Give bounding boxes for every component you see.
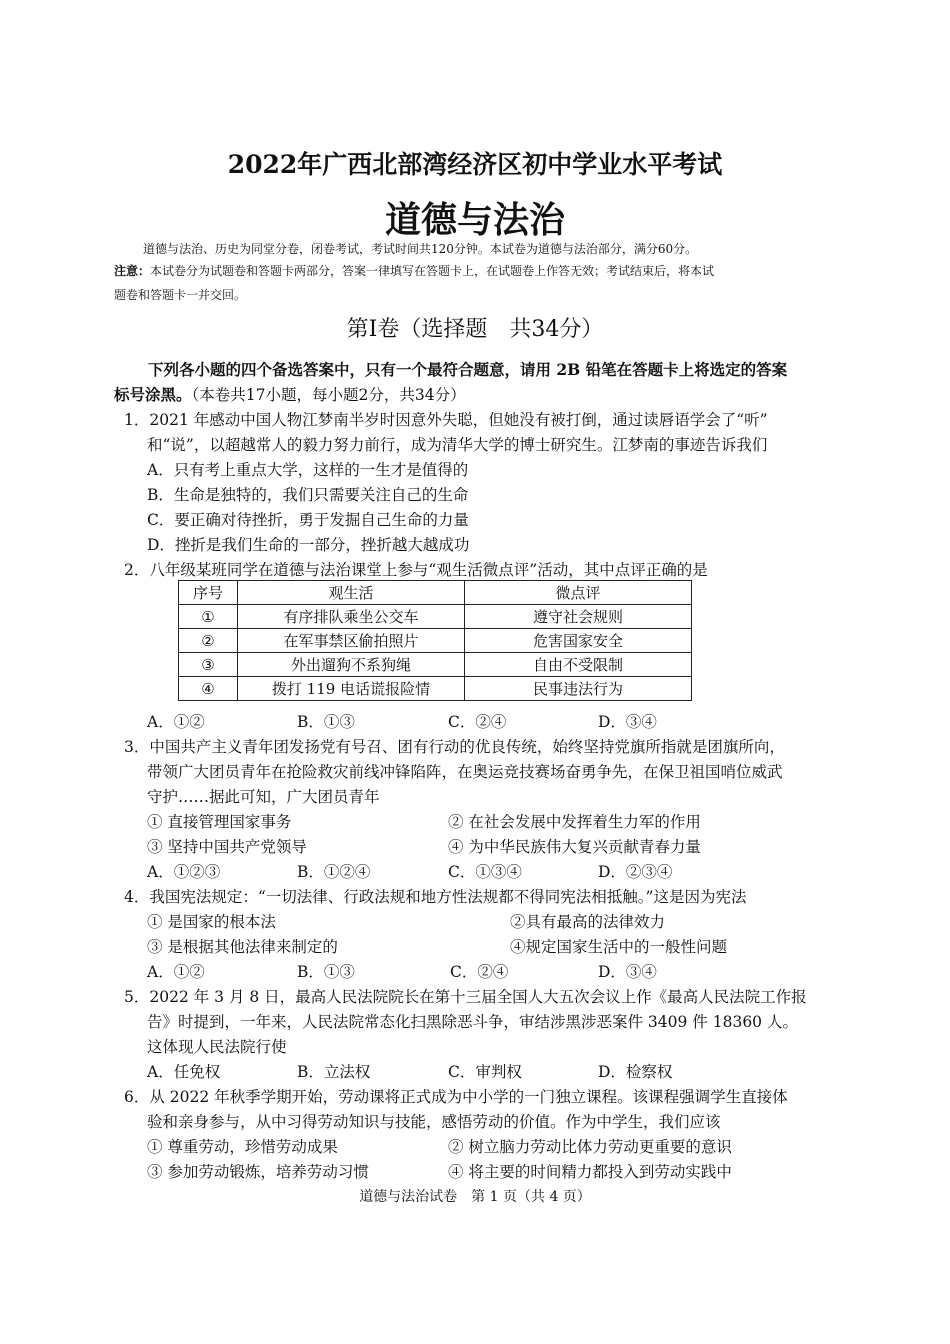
q2-option-c: C．②④ [448,713,507,731]
table-cell: 民事违法行为 [465,677,692,701]
q2-table [178,580,692,701]
q6-statement-1: ① 尊重劳动，珍惜劳动成果 [147,1138,338,1156]
q1-option-c: C．要正确对待挫折，勇于发掘自己生命的力量 [147,511,469,529]
exam-info-line: 道德与法治、历史为同堂分卷，闭卷考试，考试时间共120分钟。本试卷为道德与法治部分，满分60分。 [143,242,698,256]
table-cell: ④ [179,677,238,701]
q1-stem-line-1: 1．2021 年感动中国人物江梦南半岁时因意外失聪，但她没有被打倒，通过读唇语学会了“听” [124,411,768,429]
table-cell: 拨打 119 电话谎报险情 [238,677,465,701]
q3-stem-line-1: 3．中国共产主义青年团发扬党有号召、团有行动的优良传统，始终坚持党旗所指就是团旗所向， [124,738,785,756]
q5-option-b: B．立法权 [297,1063,371,1081]
subject-title: 道德与法治 [384,199,565,241]
q2-option-a: A．①② [147,713,205,731]
q6-statement-3: ③ 参加劳动锻炼，培养劳动习惯 [147,1163,369,1181]
table-cell: 危害国家安全 [465,629,692,653]
q4-option-b: B．①③ [297,963,355,981]
table-header-cell: 序号 [179,581,238,605]
instructions-line-1: 下列各小题的四个备选答案中，只有一个最符合题意，请用 2B 铅笔在答题卡上将选定的答案 [148,360,788,379]
q6-statement-2: ② 树立脑力劳动比体力劳动更重要的意识 [448,1138,732,1156]
q3-statement-1: ① 直接管理国家事务 [147,813,292,831]
q2-stem-line-1: 2．八年级某班同学在道德与法治课堂上参与“观生活微点评”活动，其中点评正确的是 [124,561,708,579]
q3-stem-line-2: 带领广大团员青年在抢险救灾前线冲锋陷阵，在奥运竞技赛场奋勇争先，在保卫祖国哨位威武 [147,763,783,781]
table-cell: 自由不受限制 [465,653,692,677]
q1-stem-line-2: 和“说”，以超越常人的毅力努力前行，成为清华大学的博士研究生。江梦南的事迹告诉我们 [147,436,768,454]
q3-statement-3: ③ 坚持中国共产党领导 [147,838,307,856]
q4-option-c: C．②④ [450,963,509,981]
q2-option-b: B．①③ [297,713,355,731]
table-header-cell: 微点评 [465,581,692,605]
q2-option-d: D．③④ [598,713,657,731]
q4-stem-line-1: 4．我国宪法规定：“一切法律、行政法规和地方性法规都不得同宪法相抵触。”这是因为宪法 [124,888,747,906]
q3-statement-2: ② 在社会发展中发挥着生力军的作用 [448,813,701,831]
q4-option-a: A．①② [147,963,205,981]
q3-option-c: C．①③④ [448,863,522,881]
notice-line-2: 题卷和答题卡一并交回。 [114,288,247,302]
instructions-line-2 [114,383,466,407]
section-title: 第Ⅰ卷（选择题 共34分） [346,317,604,342]
q5-stem-line-1: 5．2022 年 3 月 8 日，最高人民法院院长在第十三届全国人大五次会议上作《最高人民法院工作报 [124,988,807,1006]
q4-statement-4: ④规定国家生活中的一般性问题 [510,938,728,956]
instructions-bold-tail: 标号涂黑。 [114,385,192,404]
table-cell: ② [179,629,238,653]
q5-option-d: D．检察权 [598,1063,673,1081]
q4-option-d: D．③④ [598,963,657,981]
q3-option-a: A．①②③ [147,863,221,881]
q4-statement-1: ① 是国家的根本法 [147,913,276,931]
table-cell: 外出遛狗不系狗绳 [238,653,465,677]
page-footer: 道德与法治试卷 第 1 页（共 4 页） [359,1189,591,1205]
q5-option-c: C．审判权 [448,1063,522,1081]
q3-statement-4: ④ 为中华民族伟大复兴贡献青春力量 [448,838,701,856]
table-cell: 在军事禁区偷拍照片 [238,629,465,653]
q4-statement-3: ③ 是根据其他法律来制定的 [147,938,338,956]
q3-stem-line-3: 守护……据此可知，广大团员青年 [147,788,380,806]
q5-stem-line-3: 这体现人民法院行使 [147,1038,287,1056]
q1-option-a: A．只有考上重点大学，这样的一生才是值得的 [147,461,469,479]
q1-option-d: D．挫折是我们生命的一部分，挫折越大越成功 [147,536,470,554]
q6-statement-4: ④ 将主要的时间精力都投入到劳动实践中 [448,1163,732,1181]
table-cell: 遵守社会规则 [465,605,692,629]
table-row [179,605,692,629]
q5-option-a: A．任免权 [147,1063,221,1081]
q3-option-d: D．②③④ [598,863,673,881]
table-row [179,677,692,701]
notice-line-1 [114,260,714,282]
table-header-cell: 观生活 [238,581,465,605]
q5-stem-line-2: 告》时提到，一年来，人民法院常态化扫黑除恶斗争，审结涉黑涉恶案件 3409 件 18360 人。 [147,1013,798,1031]
table-cell: ① [179,605,238,629]
table-row [179,629,692,653]
q6-stem-line-2: 验和亲身参与，从中习得劳动知识与技能，感悟劳动的价值。作为中学生，我们应该 [147,1113,721,1131]
q4-statement-2: ②具有最高的法律效力 [510,913,666,931]
exam-title: 2022年广西北部湾经济区初中学业水平考试 [227,150,723,179]
notice-text-1: 本试卷分为试题卷和答题卡两部分，答案一律填写在答题卡上，在试题卷上作答无效；考试结束后，将本试 [150,264,715,278]
instructions-scoring: （本卷共17小题，每小题2分，共34分） [191,386,466,404]
notice-label: 注意： [114,264,151,278]
q6-stem-line-1: 6．从 2022 年秋季学期开始，劳动课将正式成为中小学的一门独立课程。该课程强调学生直接体 [124,1088,788,1106]
table-row [179,653,692,677]
table-cell: 有序排队乘坐公交车 [238,605,465,629]
q3-option-b: B．①②④ [297,863,371,881]
q1-option-b: B．生命是独特的，我们只需要关注自己的生命 [147,486,469,504]
table-cell: ③ [179,653,238,677]
table-header-row [179,581,692,605]
